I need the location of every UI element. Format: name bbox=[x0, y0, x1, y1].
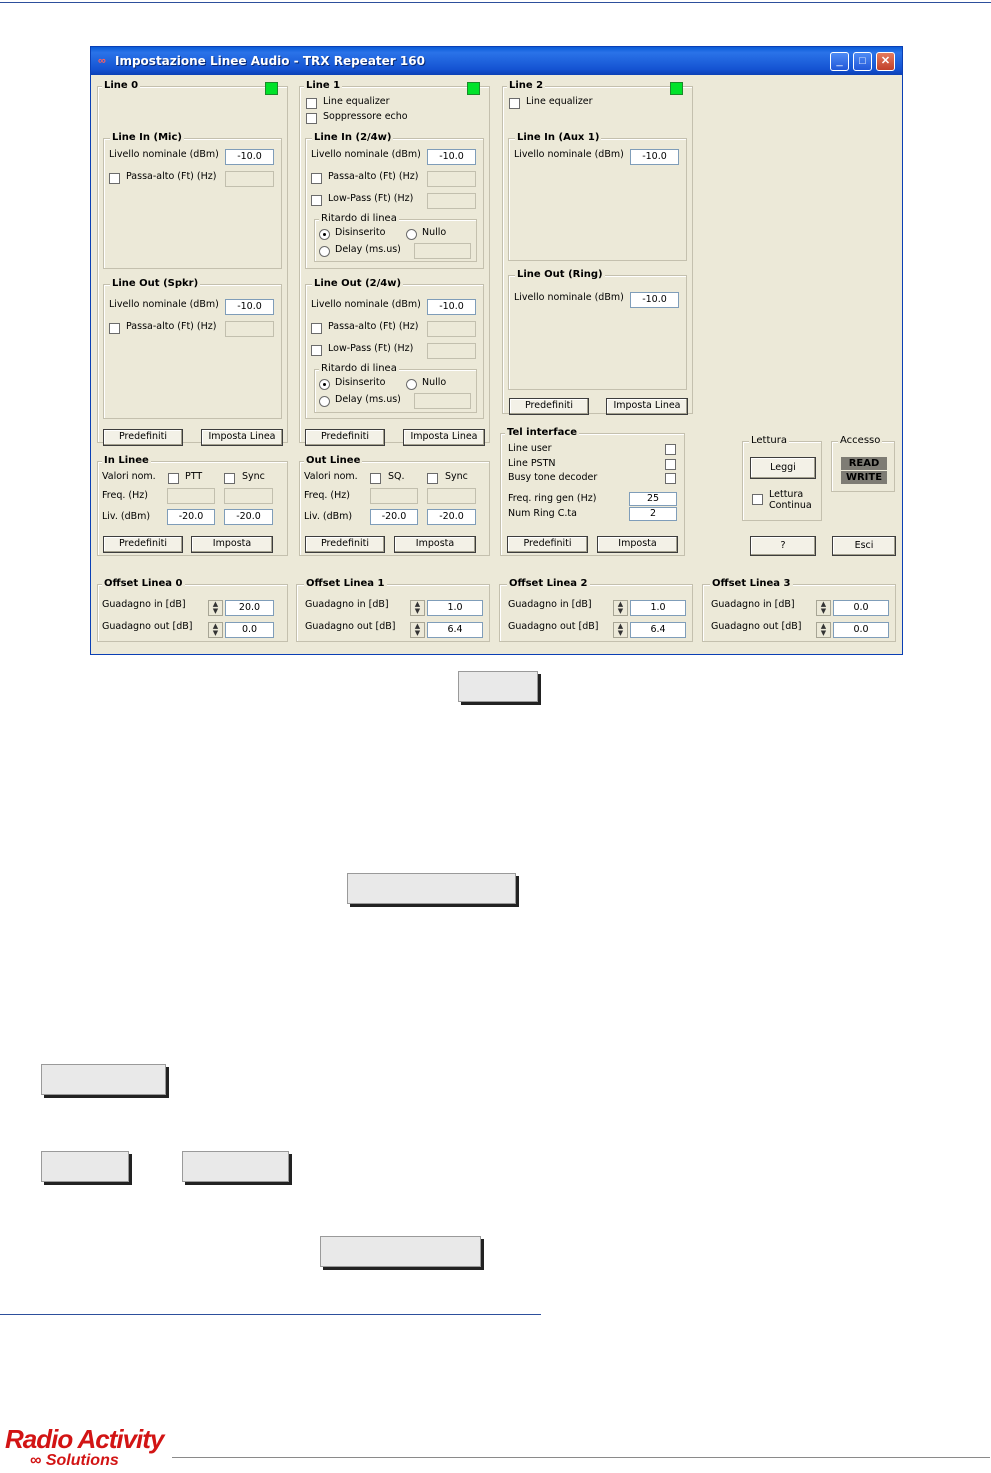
out-linee-liv-label: Liv. (dBm) bbox=[304, 511, 353, 522]
header-rule bbox=[0, 2, 991, 3]
company-logo-subtext bbox=[30, 1452, 119, 1470]
offset-line3-group bbox=[702, 578, 896, 642]
line1-title: Line 1 bbox=[306, 80, 341, 91]
line1-out-hp-checkbox[interactable] bbox=[311, 323, 322, 334]
line0-in-hp-label: Passa-alto (Ft) (Hz) bbox=[126, 171, 217, 182]
line1-out-delay-title: Ritardo di linea bbox=[321, 363, 397, 374]
in-linee-freq-label: Freq. (Hz) bbox=[102, 490, 148, 501]
in-linee-ptt-checkbox[interactable] bbox=[168, 473, 179, 484]
out-linee-sq-checkbox[interactable] bbox=[370, 473, 381, 484]
line1-out-delay-disabled-radio[interactable] bbox=[319, 379, 330, 390]
offset-line2-gain-in-spinner[interactable] bbox=[613, 600, 628, 616]
out-linee-nom-label: Valori nom. bbox=[304, 471, 358, 482]
offset-line1-title: Offset Linea 1 bbox=[306, 578, 385, 589]
line1-out-delay-ms-label: Delay (ms.us) bbox=[335, 394, 401, 405]
maximize-icon: □ bbox=[859, 55, 866, 67]
offset-line3-gain-in-input[interactable]: 0.0 bbox=[833, 600, 889, 616]
line1-in-delay-ms-label: Delay (ms.us) bbox=[335, 244, 401, 255]
offset-line1-gain-in-input[interactable]: 1.0 bbox=[427, 600, 483, 616]
tel-line-pstn-label: Line PSTN bbox=[508, 458, 556, 469]
line1-out-lp-input[interactable] bbox=[427, 343, 476, 359]
line1-equalizer-checkbox[interactable] bbox=[306, 98, 317, 109]
line1-in-title: Line In (2/4w) bbox=[314, 132, 392, 143]
line1-out-delay-input[interactable] bbox=[414, 393, 471, 409]
line0-in-hp-checkbox[interactable] bbox=[109, 173, 120, 184]
offset-line0-gain-out-input[interactable]: 0.0 bbox=[225, 622, 274, 638]
line2-set-button[interactable]: Imposta Linea bbox=[606, 398, 688, 415]
tel-interface-group bbox=[500, 427, 685, 556]
line1-out-group bbox=[305, 278, 484, 419]
spinner-arrows-icon: ▲ ▼ bbox=[414, 600, 421, 615]
offset-line3-gain-out-spinner[interactable] bbox=[816, 622, 831, 638]
offset-line1-gain-in-label: Guadagno in [dB] bbox=[305, 599, 389, 610]
line1-defaults-button[interactable]: Predefiniti bbox=[305, 429, 385, 446]
in-linee-ptt-label: PTT bbox=[185, 471, 203, 482]
line0-title: Line 0 bbox=[104, 80, 139, 91]
line0-in-nominal-input[interactable]: -10.0 bbox=[225, 149, 274, 165]
line1-in-group bbox=[305, 132, 484, 269]
tel-busy-tone-label: Busy tone decoder bbox=[508, 472, 598, 483]
line1-in-delay-disabled-label: Disinserito bbox=[335, 227, 386, 238]
offset-line0-gain-out-label: Guadagno out [dB] bbox=[102, 621, 193, 632]
offset-line1-gain-out-input[interactable]: 6.4 bbox=[427, 622, 483, 638]
line1-in-nominal-label: Livello nominale (dBm) bbox=[311, 149, 421, 160]
offset-line2-gain-out-label: Guadagno out [dB] bbox=[508, 621, 599, 632]
out-linee-title: Out Linee bbox=[306, 455, 361, 466]
line2-out-group bbox=[508, 269, 687, 390]
offset-line2-gain-in-label: Guadagno in [dB] bbox=[508, 599, 592, 610]
line2-in-title: Line In (Aux 1) bbox=[517, 132, 600, 143]
in-linee-liv-input-2[interactable]: -20.0 bbox=[224, 509, 273, 525]
in-linee-defaults-button[interactable]: Predefiniti bbox=[103, 536, 183, 553]
tel-ring-freq-label: Freq. ring gen (Hz) bbox=[508, 493, 597, 504]
ref-button-graphic-3 bbox=[41, 1064, 166, 1095]
section-rule bbox=[0, 1314, 541, 1315]
line1-in-hp-label: Passa-alto (Ft) (Hz) bbox=[328, 171, 419, 182]
line0-in-group bbox=[103, 132, 282, 269]
offset-line0-group bbox=[97, 578, 288, 642]
accesso-group bbox=[831, 435, 895, 492]
tel-line-user-label: Line user bbox=[508, 443, 552, 454]
lettura-group bbox=[742, 435, 822, 521]
out-linee-liv-input-1[interactable]: -20.0 bbox=[370, 509, 418, 525]
line1-out-lp-checkbox[interactable] bbox=[311, 345, 322, 356]
infinity-logo-icon: ∞ bbox=[30, 1452, 42, 1469]
minimize-icon: _ bbox=[836, 55, 843, 67]
offset-line3-gain-out-label: Guadagno out [dB] bbox=[711, 621, 802, 632]
offset-line2-gain-out-input[interactable]: 6.4 bbox=[630, 622, 686, 638]
line1-out-title: Line Out (2/4w) bbox=[314, 278, 402, 289]
line1-out-delay-null-radio[interactable] bbox=[406, 379, 417, 390]
in-linee-freq-input-1[interactable] bbox=[167, 488, 215, 504]
maximize-button[interactable] bbox=[853, 52, 872, 71]
line1-out-delay-group bbox=[314, 363, 477, 413]
write-access-badge: WRITE bbox=[841, 471, 887, 484]
company-logo-text: Radio Activity bbox=[5, 1424, 164, 1454]
line0-status-led bbox=[265, 82, 278, 95]
continuous-read-label: Lettura Continua bbox=[769, 489, 812, 511]
line1-in-lp-checkbox[interactable] bbox=[311, 195, 322, 206]
line0-out-nominal-label: Livello nominale (dBm) bbox=[109, 299, 219, 310]
spinner-arrows-icon: ▲ ▼ bbox=[820, 622, 827, 637]
offset-line2-title: Offset Linea 2 bbox=[509, 578, 588, 589]
line2-in-group bbox=[508, 132, 687, 261]
in-linee-set-button[interactable]: Imposta bbox=[191, 536, 273, 553]
offset-line3-gain-out-input[interactable]: 0.0 bbox=[833, 622, 889, 638]
offset-line0-gain-in-input[interactable]: 20.0 bbox=[225, 600, 274, 616]
line1-out-hp-input[interactable] bbox=[427, 321, 476, 337]
out-linee-freq-input-1[interactable] bbox=[370, 488, 418, 504]
spinner-arrows-icon: ▲ ▼ bbox=[820, 600, 827, 615]
line1-in-lp-label: Low-Pass (Ft) (Hz) bbox=[328, 193, 414, 204]
line1-group bbox=[299, 80, 490, 443]
line0-out-hp-input[interactable] bbox=[225, 321, 274, 337]
line2-group bbox=[502, 80, 693, 414]
help-button[interactable]: ? bbox=[750, 536, 816, 556]
lettura-title: Lettura bbox=[751, 435, 787, 446]
line0-in-nominal-label: Livello nominale (dBm) bbox=[109, 149, 219, 160]
line1-in-delay-input[interactable] bbox=[414, 243, 471, 259]
offset-line0-gain-out-spinner[interactable] bbox=[208, 622, 223, 638]
out-linee-freq-input-2[interactable] bbox=[427, 488, 476, 504]
in-linee-group bbox=[97, 455, 288, 556]
tel-busy-tone-checkbox[interactable] bbox=[665, 473, 676, 484]
line1-out-hp-label: Passa-alto (Ft) (Hz) bbox=[328, 321, 419, 332]
line0-in-title: Line In (Mic) bbox=[112, 132, 182, 143]
footer-rule bbox=[172, 1457, 990, 1458]
line1-in-hp-input[interactable] bbox=[427, 171, 476, 187]
line1-in-hp-checkbox[interactable] bbox=[311, 173, 322, 184]
tel-interface-title: Tel interface bbox=[507, 427, 578, 438]
line0-out-title: Line Out (Spkr) bbox=[112, 278, 199, 289]
line1-in-delay-disabled-radio[interactable] bbox=[319, 229, 330, 240]
tel-set-button[interactable]: Imposta bbox=[597, 536, 678, 553]
in-linee-liv-input-1[interactable]: -20.0 bbox=[167, 509, 215, 525]
spinner-arrows-icon: ▲ ▼ bbox=[414, 622, 421, 637]
line2-in-nominal-label: Livello nominale (dBm) bbox=[514, 149, 624, 160]
tel-ring-freq-input[interactable]: 25 bbox=[629, 492, 677, 506]
out-linee-sync-label: Sync bbox=[445, 471, 468, 482]
minimize-button[interactable] bbox=[830, 52, 849, 71]
in-linee-liv-label: Liv. (dBm) bbox=[102, 511, 151, 522]
offset-line0-gain-in-spinner[interactable] bbox=[208, 600, 223, 616]
out-linee-set-button[interactable]: Imposta bbox=[394, 536, 476, 553]
line1-out-delay-null-label: Nullo bbox=[422, 377, 447, 388]
ref-button-graphic-5 bbox=[182, 1151, 289, 1182]
line1-out-delay-disabled-label: Disinserito bbox=[335, 377, 386, 388]
line1-out-delay-ms-radio[interactable] bbox=[319, 396, 330, 407]
line0-defaults-button[interactable]: Predefiniti bbox=[103, 429, 183, 446]
in-linee-sync-label: Sync bbox=[242, 471, 265, 482]
tel-num-ring-input[interactable]: 2 bbox=[629, 507, 677, 521]
offset-line3-gain-in-label: Guadagno in [dB] bbox=[711, 599, 795, 610]
line0-out-nominal-input[interactable]: -10.0 bbox=[225, 299, 274, 315]
line2-title: Line 2 bbox=[509, 80, 544, 91]
ref-button-graphic-4 bbox=[41, 1151, 129, 1182]
offset-line2-gain-in-input[interactable]: 1.0 bbox=[630, 600, 686, 616]
ref-button-graphic-1 bbox=[458, 671, 538, 702]
close-button[interactable] bbox=[876, 52, 895, 71]
line1-in-delay-null-radio[interactable] bbox=[406, 229, 417, 240]
exit-button[interactable]: Esci bbox=[832, 536, 896, 556]
offset-line1-gain-in-spinner[interactable] bbox=[410, 600, 425, 616]
offset-line3-gain-in-spinner[interactable] bbox=[816, 600, 831, 616]
offset-line3-title: Offset Linea 3 bbox=[712, 578, 791, 589]
line2-equalizer-label: Line equalizer bbox=[526, 96, 593, 107]
line1-in-delay-ms-radio[interactable] bbox=[319, 246, 330, 257]
tel-defaults-button[interactable]: Predefiniti bbox=[507, 536, 588, 553]
tel-line-pstn-checkbox[interactable] bbox=[665, 459, 676, 470]
offset-line1-gain-out-spinner[interactable] bbox=[410, 622, 425, 638]
line2-status-led bbox=[670, 82, 683, 95]
accesso-title: Accesso bbox=[840, 435, 881, 446]
offset-line0-gain-in-label: Guadagno in [dB] bbox=[102, 599, 186, 610]
out-linee-sq-label: SQ. bbox=[388, 471, 405, 482]
dialog-client-area bbox=[91, 75, 902, 654]
out-linee-liv-input-2[interactable]: -20.0 bbox=[427, 509, 476, 525]
ref-button-graphic-6 bbox=[320, 1236, 481, 1267]
line2-out-nominal-input[interactable]: -10.0 bbox=[630, 292, 679, 308]
in-linee-title: In Linee bbox=[104, 455, 149, 466]
line2-out-nominal-label: Livello nominale (dBm) bbox=[514, 292, 624, 303]
line1-in-delay-group bbox=[314, 213, 477, 262]
offset-line2-gain-out-spinner[interactable] bbox=[613, 622, 628, 638]
line0-set-button[interactable]: Imposta Linea bbox=[201, 429, 283, 446]
offset-line0-title: Offset Linea 0 bbox=[104, 578, 183, 589]
in-linee-sync-checkbox[interactable] bbox=[224, 473, 235, 484]
line1-echo-label: Soppressore echo bbox=[323, 111, 408, 122]
offset-line1-group bbox=[296, 578, 490, 642]
out-linee-freq-label: Freq. (Hz) bbox=[304, 490, 350, 501]
spinner-arrows-icon: ▲ ▼ bbox=[617, 622, 624, 637]
line1-in-delay-null-label: Nullo bbox=[422, 227, 447, 238]
line1-in-delay-title: Ritardo di linea bbox=[321, 213, 397, 224]
line0-out-group bbox=[103, 278, 282, 419]
line0-out-hp-label: Passa-alto (Ft) (Hz) bbox=[126, 321, 217, 332]
tel-line-user-checkbox[interactable] bbox=[665, 444, 676, 455]
out-linee-defaults-button[interactable]: Predefiniti bbox=[305, 536, 385, 553]
in-linee-freq-input-2[interactable] bbox=[224, 488, 273, 504]
line0-group bbox=[97, 80, 288, 443]
ref-button-graphic-2 bbox=[347, 873, 516, 904]
line2-equalizer-checkbox[interactable] bbox=[509, 98, 520, 109]
spinner-arrows-icon: ▲ ▼ bbox=[212, 622, 219, 637]
line2-defaults-button[interactable]: Predefiniti bbox=[509, 398, 589, 415]
line0-in-hp-input[interactable] bbox=[225, 171, 274, 187]
line1-status-led bbox=[467, 82, 480, 95]
close-icon: ✕ bbox=[880, 55, 891, 67]
line1-set-button[interactable]: Imposta Linea bbox=[403, 429, 485, 446]
line2-out-title: Line Out (Ring) bbox=[517, 269, 603, 280]
read-button[interactable]: Leggi bbox=[750, 457, 816, 479]
line1-in-lp-input[interactable] bbox=[427, 193, 476, 209]
line2-in-nominal-input[interactable]: -10.0 bbox=[630, 149, 679, 165]
company-logo-solutions: Solutions bbox=[45, 1452, 119, 1469]
window-title: Impostazione Linee Audio - TRX Repeater 160 bbox=[115, 54, 425, 68]
line1-out-nominal-label: Livello nominale (dBm) bbox=[311, 299, 421, 310]
offset-line2-group bbox=[499, 578, 693, 642]
line1-echo-checkbox[interactable] bbox=[306, 113, 317, 124]
line0-out-hp-checkbox[interactable] bbox=[109, 323, 120, 334]
spinner-arrows-icon: ▲ ▼ bbox=[212, 600, 219, 615]
app-icon: ∞ bbox=[98, 55, 106, 67]
out-linee-group bbox=[299, 455, 490, 556]
audio-lines-dialog bbox=[90, 46, 903, 655]
tel-num-ring-label: Num Ring C.ta bbox=[508, 508, 577, 519]
line1-out-lp-label: Low-Pass (Ft) (Hz) bbox=[328, 343, 414, 354]
title-bar[interactable] bbox=[91, 47, 902, 75]
offset-line1-gain-out-label: Guadagno out [dB] bbox=[305, 621, 396, 632]
in-linee-nom-label: Valori nom. bbox=[102, 471, 156, 482]
line1-out-nominal-input[interactable]: -10.0 bbox=[427, 299, 476, 315]
out-linee-sync-checkbox[interactable] bbox=[427, 473, 438, 484]
read-access-badge: READ bbox=[841, 457, 887, 470]
line1-in-nominal-input[interactable]: -10.0 bbox=[427, 149, 476, 165]
spinner-arrows-icon: ▲ ▼ bbox=[617, 600, 624, 615]
line1-equalizer-label: Line equalizer bbox=[323, 96, 390, 107]
continuous-read-checkbox[interactable] bbox=[752, 494, 763, 505]
